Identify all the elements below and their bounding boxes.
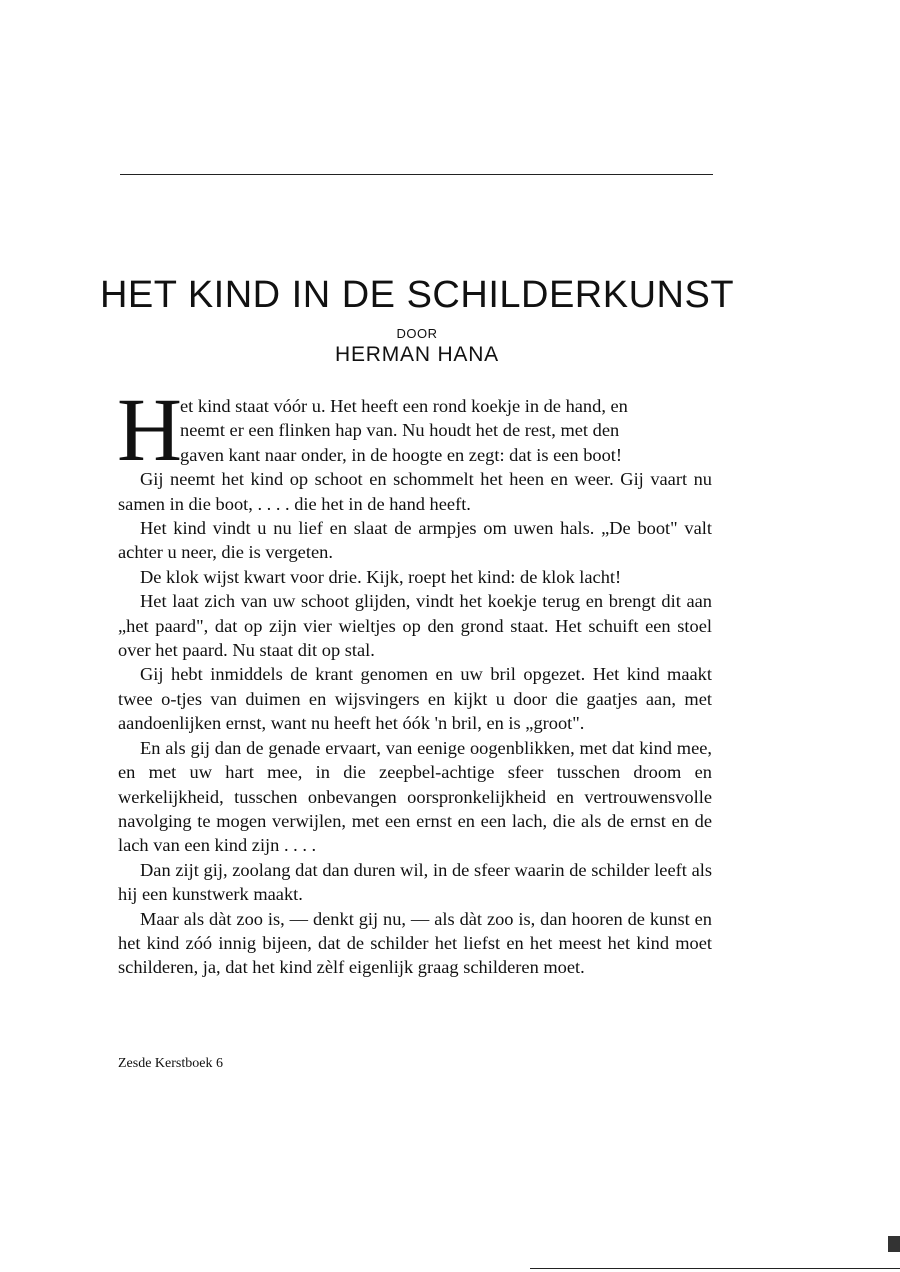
opening-line: neemt er een flinken hap van. Nu houdt het de rest, met den bbox=[180, 420, 620, 441]
page-title: HET KIND IN DE SCHILDERKUNST bbox=[99, 274, 735, 316]
scan-edge-mark bbox=[888, 1236, 900, 1252]
top-rule bbox=[120, 174, 713, 175]
paragraph: De klok wijst kwart voor drie. Kijk, roept het kind: de klok lacht! bbox=[140, 566, 622, 587]
paragraph: Gij hebt inmiddels de krant genomen en uw bril opgezet. Het kind maakt twee o-tjes van duimen en wijsvingers en kijkt u door die gaatjes aan, met aandoenlijken ernst, want nu heeft het óók 'n bril, en is „groot". bbox=[118, 664, 712, 734]
opening-line: gaven kant naar onder, in de hoogte en zegt: dat is een boot! bbox=[180, 444, 623, 465]
page-signature: Zesde Kerstboek 6 bbox=[118, 1056, 223, 1071]
paragraph: Het kind vindt u nu lief en slaat de armpjes om uwen hals. „De boot" valt achter u neer, die is vergeten. bbox=[118, 518, 712, 563]
paragraph: Het laat zich van uw schoot glijden, vindt het koekje terug en brengt dit aan „het paard", dat op zijn vier wieltjes op den grond staat. Het schuift een stoel over het paard. Nu staat dit op stal. bbox=[118, 591, 712, 661]
author-name: HERMAN HANA bbox=[335, 343, 499, 366]
article-body bbox=[118, 394, 712, 980]
paragraph: Dan zijt gij, zoolang dat dan duren wil, in de sfeer waarin de schilder leeft als hij een kunstwerk maakt. bbox=[118, 859, 712, 905]
paragraph: En als gij dan de genade ervaart, van eenige oogenblikken, met dat kind mee, en met uw hart mee, in die zeepbel-achtige sfeer tusschen droom en werkelijkheid, tusschen onbevangen oorspronkelijkheid en vertrouwensvolle navolging te mogen verwijlen, met een ernst en een lach, die als de ernst en de lach van een kind zijn . . . . bbox=[118, 737, 712, 856]
drop-cap: H bbox=[117, 381, 182, 480]
opening-line: et kind staat vóór u. Het heeft een rond koekje in de hand, en bbox=[180, 396, 628, 416]
opening-lines bbox=[118, 394, 712, 467]
byline-label: DOOR bbox=[396, 326, 438, 341]
paragraph: Gij neemt het kind op schoot en schommelt het heen en weer. Gij vaart nu samen in die boot, . . . . die het in de hand heeft. bbox=[118, 469, 712, 514]
paragraph: Maar als dàt zoo is, — denkt gij nu, — als dàt zoo is, dan hooren de kunst en het kind zóó innig bijeen, dat de schilder het liefst en het meest het kind moet schilderen, ja, dat het kind zèlf eigenlijk graag schilderen moet. bbox=[118, 908, 712, 978]
bottom-rule bbox=[530, 1268, 900, 1269]
